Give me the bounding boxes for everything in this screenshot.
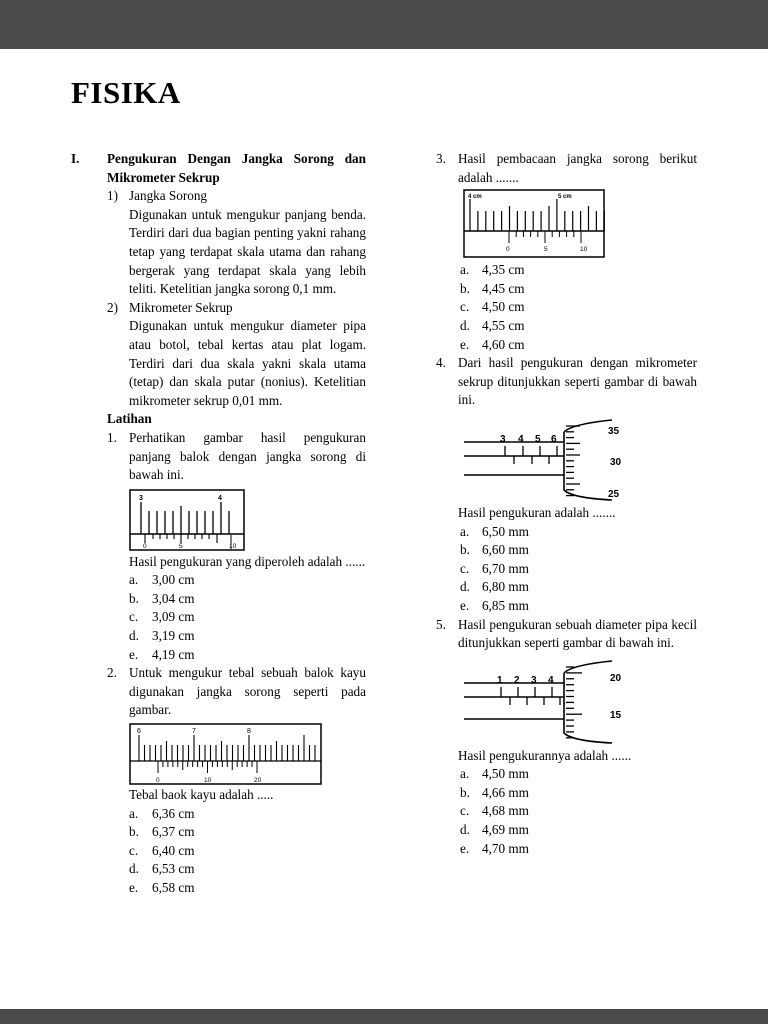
main-scale-label: 4	[548, 674, 554, 686]
answer-option[interactable]: d. 4,69 mm	[460, 822, 529, 838]
question-text: Hasil pembacaan jangka sorong berikut adalah .......	[458, 151, 697, 185]
section-heading	[71, 150, 366, 187]
answer-option[interactable]: e. 4,60 cm	[460, 336, 525, 352]
answer-option[interactable]: a. 4,50 mm	[460, 766, 529, 782]
answer-option[interactable]: b. 4,45 cm	[460, 280, 525, 296]
main-scale-label: 4	[518, 433, 524, 445]
item-description: Digunakan untuk mengukur diameter pipa atau botol, tebal kertas atau plat logam. Terdiri dari dua skala yakni skala utama (tetap) dan skala putar (nonius). Ketelitian mikrometer sekrup 0,01 mm.	[129, 318, 366, 408]
question-number: 1.	[107, 429, 117, 445]
question-number: 4.	[436, 355, 446, 371]
question-5	[436, 616, 697, 766]
vernier-scale-label: 10	[229, 542, 237, 550]
question-number: 3.	[436, 151, 446, 166]
main-scale-label: 3	[139, 494, 143, 502]
micrometer-figure	[458, 655, 638, 747]
answer-option[interactable]: d. 3,19 cm	[129, 628, 195, 644]
thimble-scale-label: 25	[608, 488, 620, 500]
vernier-scale-label: 0	[506, 246, 510, 254]
answer-option[interactable]: e. 4,19 cm	[129, 646, 195, 662]
question-text: Perhatikan gambar hasil pengukuran panjang balok dengan jangka sorong di bawah ini.	[129, 429, 366, 483]
answer-option[interactable]: a. 6,36 cm	[129, 805, 195, 821]
answer-option[interactable]: c. 3,09 cm	[129, 609, 195, 625]
question-number: 5.	[436, 616, 446, 632]
vernier-caliper-figure	[129, 489, 245, 551]
main-scale-label: 3	[500, 433, 506, 445]
main-scale-label: 3	[531, 674, 537, 686]
thimble-scale-label: 30	[610, 456, 622, 468]
thimble-scale-label: 15	[610, 709, 622, 721]
question-text: Dari hasil pengukuran dengan mikrometer sekrup ditunjukkan seperti gambar di bawah ini.	[458, 355, 697, 408]
vernier-scale-label: 5	[544, 246, 548, 254]
question-prompt: Hasil pengukurannya adalah ......	[458, 747, 632, 763]
vernier-scale-label: 5	[179, 542, 183, 550]
main-scale-label: 4 cm	[468, 194, 482, 201]
answer-option[interactable]: d. 6,80 mm	[460, 579, 529, 595]
answer-option[interactable]: c. 4,50 cm	[460, 299, 525, 315]
item-jangka-sorong	[107, 187, 366, 299]
answer-option[interactable]: a. 4,35 cm	[460, 262, 525, 278]
question-text: Hasil pengukuran sebuah diameter pipa kecil ditunjukkan seperti gambar di bawah ini.	[458, 616, 697, 651]
answer-option[interactable]: d. 4,55 cm	[460, 317, 525, 333]
main-scale-label: 1	[497, 674, 503, 686]
item-number: 1)	[107, 188, 118, 204]
question-prompt: Tebal baok kayu adalah .....	[129, 787, 274, 803]
question-text: Untuk mengukur tebal sebuah balok kayu digunakan jangka sorong seperti pada gambar.	[129, 665, 366, 718]
item-title: Mikrometer Sekrup	[129, 299, 233, 315]
main-scale-label: 4	[218, 494, 222, 502]
answer-option[interactable]: e. 4,70 mm	[460, 840, 529, 856]
thimble-scale-label: 35	[608, 425, 620, 437]
item-mikrometer-sekrup	[107, 299, 366, 411]
left-column	[71, 150, 366, 898]
question-4	[436, 354, 697, 522]
main-scale-label: 5 cm	[558, 194, 572, 201]
answer-option[interactable]: a. 6,50 mm	[460, 523, 529, 539]
latihan-heading: Latihan	[107, 411, 152, 427]
question-2	[107, 664, 366, 804]
answer-option[interactable]: e. 6,58 cm	[129, 880, 195, 895]
answer-option[interactable]: c. 6,70 mm	[460, 560, 529, 576]
main-scale-label: 2	[514, 674, 520, 686]
item-title: Jangka Sorong	[129, 188, 208, 204]
question-prompt: Hasil pengukuran yang diperoleh adalah ......	[129, 553, 366, 569]
answer-option[interactable]: a. 3,00 cm	[129, 572, 195, 588]
answer-option[interactable]: b. 6,37 cm	[129, 824, 195, 840]
thimble-scale-label: 20	[610, 672, 622, 684]
page-title: FISIKA	[71, 75, 181, 110]
section-title: Pengukuran Dengan Jangka Sorong dan Mikrometer Sekrup	[107, 151, 366, 185]
main-scale-label: 6	[137, 728, 141, 736]
main-scale-label: 6	[551, 433, 557, 445]
vernier-scale-label: 10	[580, 246, 588, 254]
vernier-scale-label: 10	[204, 777, 212, 785]
item-number: 2)	[107, 299, 118, 315]
item-description: Digunakan untuk mengukur panjang benda. Terdiri dari dua bagian penting yakni rahang tetap yang terdapat skala utama dan rahang bergerak yang terdapat skala yang lebih teliti. Ketelitian jangka sorong 0,1 mm.	[129, 206, 366, 297]
answer-option[interactable]: b. 4,66 mm	[460, 784, 529, 800]
question-number: 2.	[107, 665, 117, 681]
question-1	[107, 429, 366, 571]
answer-option[interactable]: c. 4,68 mm	[460, 803, 529, 819]
vernier-caliper-figure	[458, 189, 610, 259]
bottom-bar	[0, 1009, 768, 1024]
document-page	[0, 49, 768, 1009]
micrometer-figure	[458, 412, 638, 504]
answer-option[interactable]: b. 3,04 cm	[129, 590, 195, 606]
question-3	[436, 150, 697, 259]
right-column	[436, 150, 697, 858]
answer-option[interactable]: d. 6,53 cm	[129, 861, 195, 877]
question-prompt: Hasil pengukuran adalah .......	[458, 504, 616, 520]
vernier-scale-label: 20	[254, 777, 262, 785]
answer-option[interactable]: b. 6,60 mm	[460, 542, 529, 558]
section-number: I.	[71, 151, 80, 166]
vernier-scale-label: 0	[143, 542, 147, 550]
top-bar	[0, 0, 768, 49]
answer-option[interactable]: e. 6,85 mm	[460, 597, 529, 613]
vernier-scale-label: 0	[156, 777, 160, 785]
vernier-caliper-figure	[129, 723, 322, 785]
main-scale-label: 8	[247, 728, 251, 736]
answer-option[interactable]: c. 6,40 cm	[129, 842, 195, 858]
main-scale-label: 7	[192, 728, 196, 736]
main-scale-label: 5	[535, 433, 541, 445]
